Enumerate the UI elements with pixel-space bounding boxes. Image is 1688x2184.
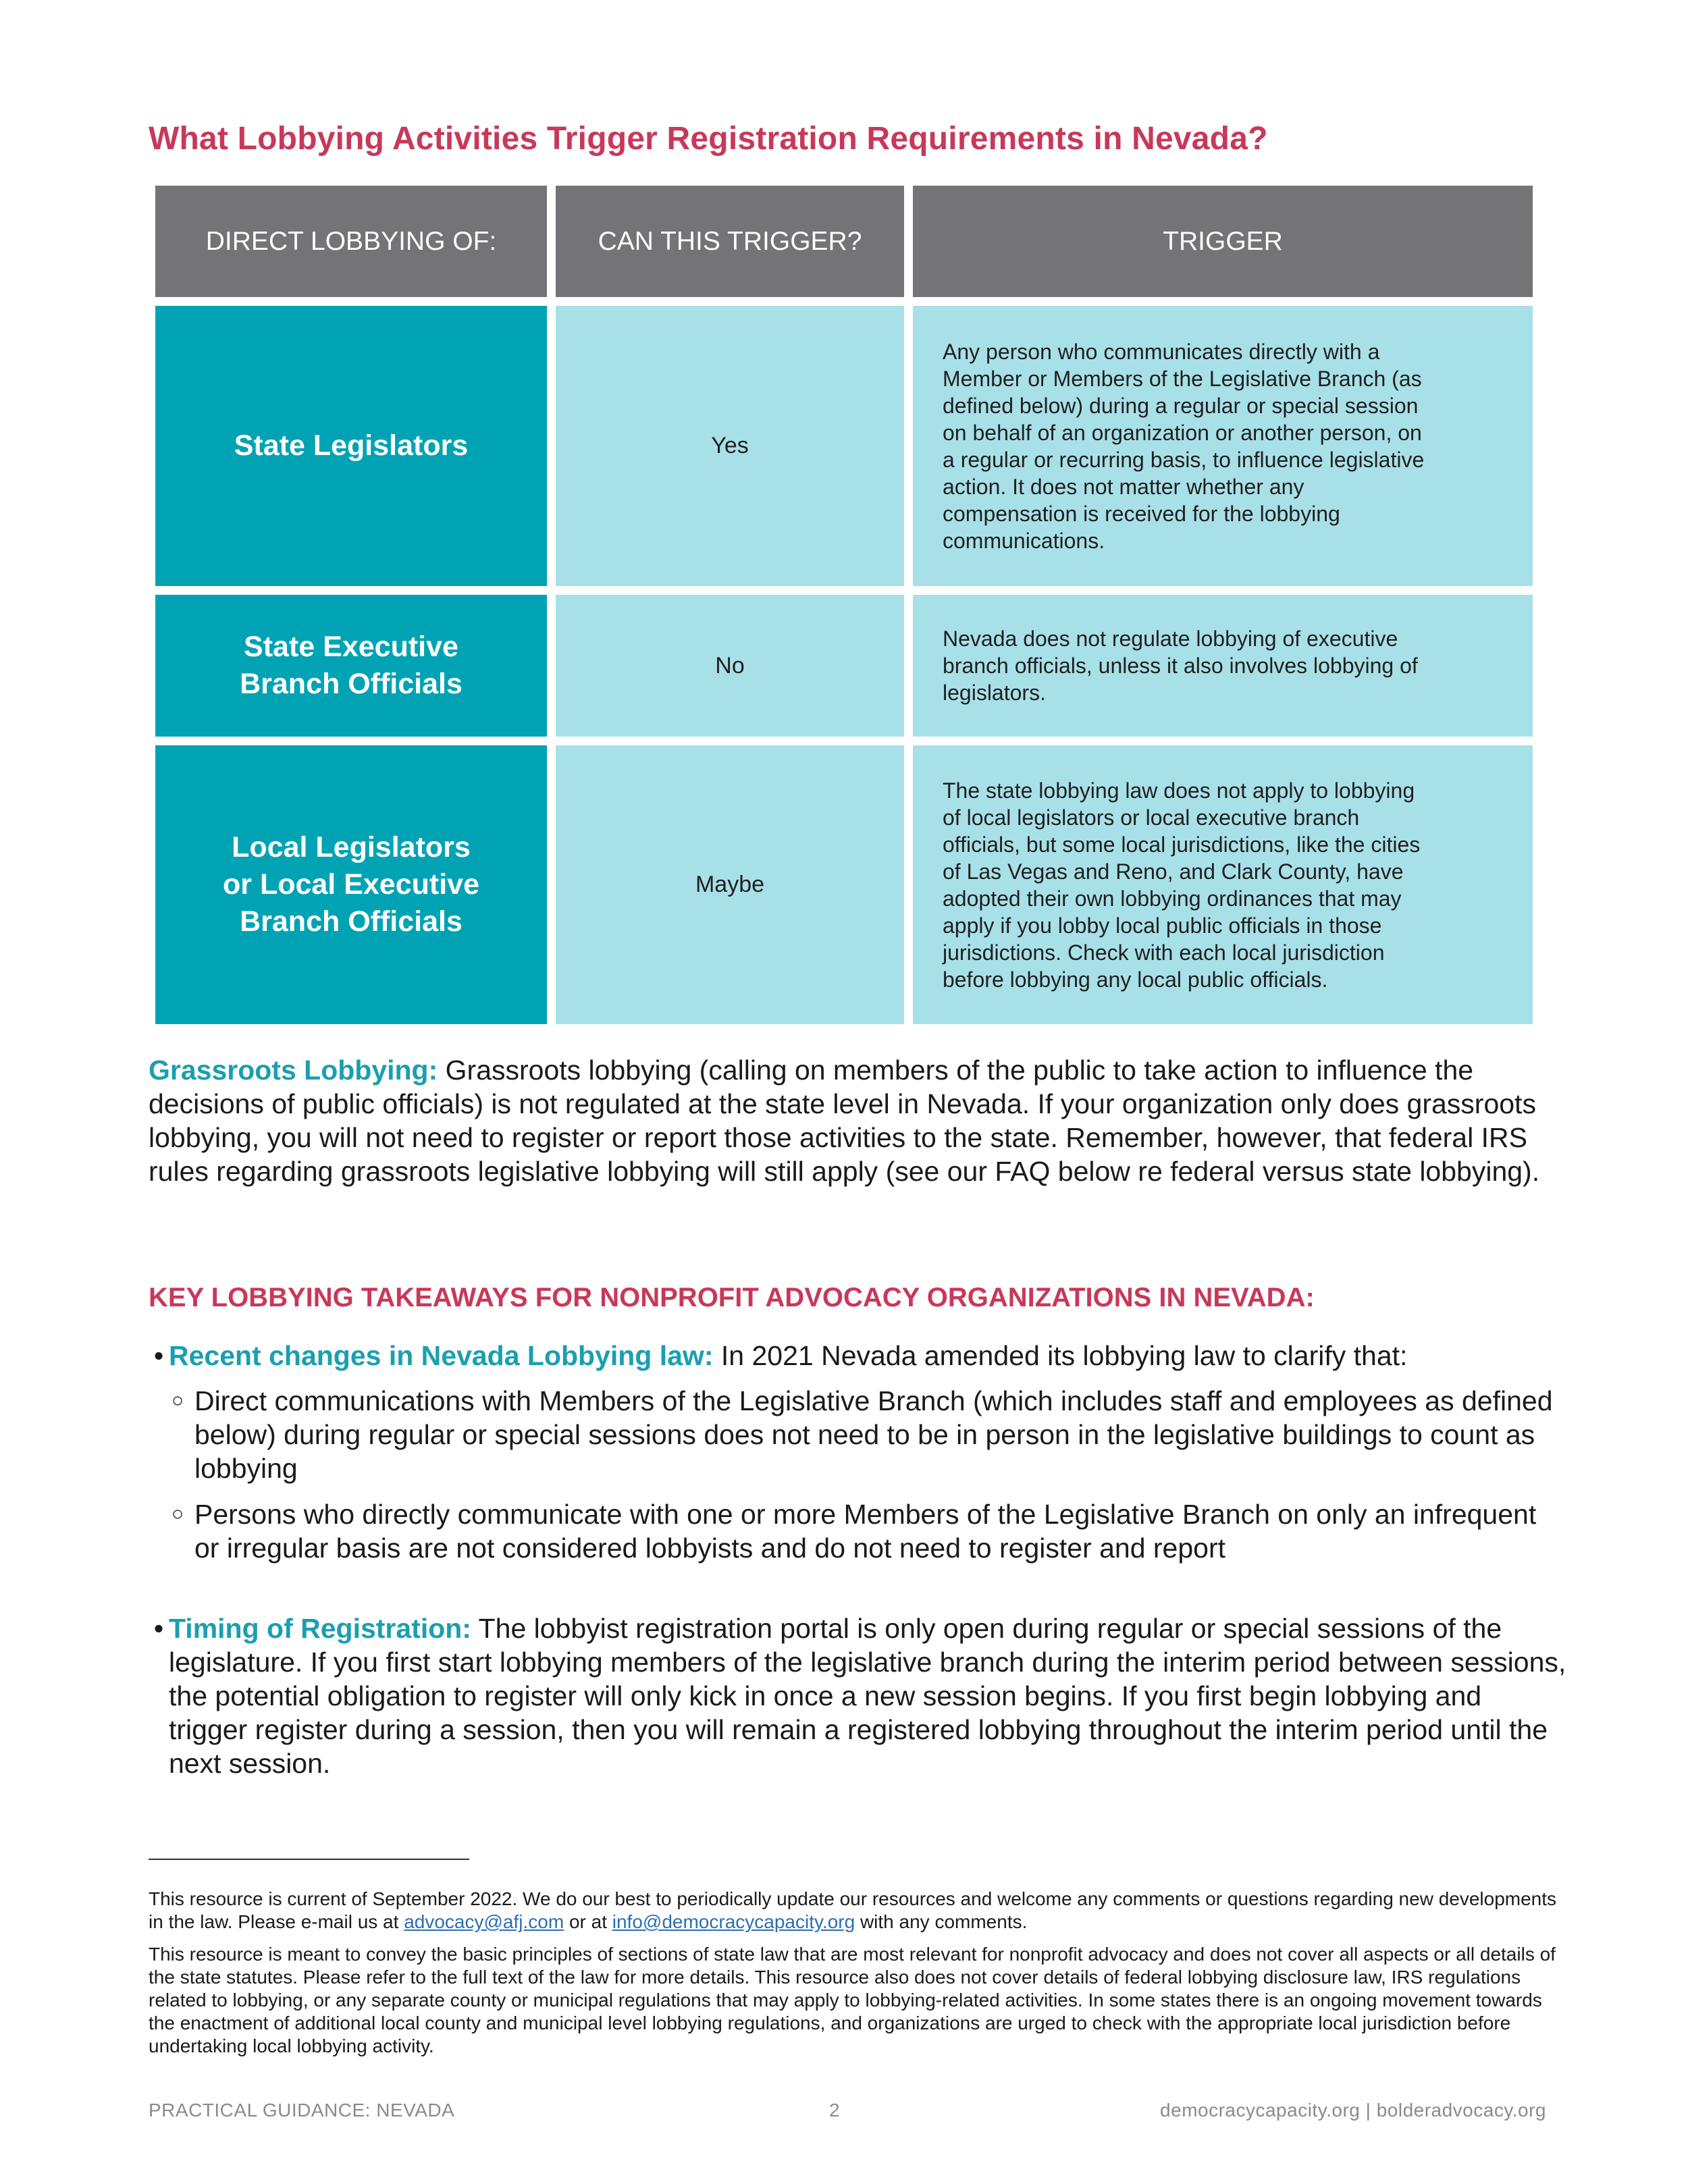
sub-bullet-direct-communications: ○ Direct communications with Members of the Legislative Branch (which includes staff and employees as defined below) during regular or special sessions does not need to be in person in the legislative buildings to count as lobbying (167, 1384, 1558, 1485)
bullet-dot-icon: • (153, 1340, 164, 1371)
grassroots-paragraph (149, 1053, 1553, 1188)
header-trigger: TRIGGER (913, 186, 1533, 297)
footnote-divider (149, 1859, 469, 1860)
bullet-timing-registration: • Timing of Registration: The lobbyist registration portal is only open during regular or special sessions of the legislature. If you first start lobbying members of the legislative branch during the interim period between sessions, the potential obligation to register will only kick in once a new session begins. If you first begin lobbying and trigger register during a session, then you will remain a registered lobbying throughout the interim period until the next session. (149, 1612, 1566, 1780)
page-number: 2 (829, 2100, 841, 2121)
takeaways-heading: KEY LOBBYING TAKEAWAYS FOR NONPROFIT ADVOCACY ORGANIZATIONS IN NEVADA: (149, 1283, 1315, 1312)
bullet-dot-icon: • (153, 1613, 164, 1644)
page-title: What Lobbying Activities Trigger Registration Requirements in Nevada? (149, 121, 1268, 157)
row-trigger-value: Maybe (556, 745, 904, 1024)
row-trigger-value: No (556, 595, 904, 737)
email-link-afj[interactable]: advocacy@afj.com (404, 1911, 564, 1932)
email-link-democracycapacity[interactable]: info@democracycapacity.org (612, 1911, 855, 1932)
grassroots-text: Grassroots lobbying (calling on members of the public to take action to influence the decisions of public officials) is not regulated at the state level in Nevada. If your organization only does grassroots lobbying, you will not need to register or report those activities to the state. Remember, however, that federal IRS rules regarding grassroots legislative lobbying will still apply (see our FAQ below re federal versus state lobbying). (149, 1055, 1540, 1187)
grassroots-label: Grassroots Lobbying: (149, 1055, 438, 1086)
row-trigger-value: Yes (556, 306, 904, 586)
footnote-disclaimer: This resource is meant to convey the basic principles of sections of state law that are most relevant for nonprofit advocacy and does not cover all aspects or all details of the state statutes. Please refer to the full text of the law for more details. This resource also does not cover details of federal lobbying disclosure law, IRS regulations related to lobbying, or any separate county or municipal regulations that may apply to lobbying-related activities. In some states there is an ongoing movement towards the enactment of additional local county and municipal level lobbying regulations, and organizations are urged to check with the appropriate local jurisdiction before undertaking local lobbying activity. (149, 1944, 1556, 2056)
row-target-executive-officials: State Executive Branch Officials (155, 595, 547, 737)
header-can-trigger: CAN THIS TRIGGER? (556, 186, 904, 297)
row-trigger-detail: Any person who communicates directly with a Member or Members of the Legislative Branch (as defined below) during a regular or special session on behalf of an organization or another person, on a regular or recurring basis, to influence legislative action. It does not matter whether any compensation is received for the lobbying communications. (913, 306, 1533, 586)
circle-bullet-icon: ○ (171, 1503, 184, 1525)
footnote-currency: This resource is current of September 2022. We do our best to periodically update our resources and welcome any comments or questions regarding new developments in the law. Please e-mail us at advocacy@afj.com or at info@democracycapacity.org with any comments. (149, 1888, 1557, 1932)
bullet-recent-changes: • Recent changes in Nevada Lobbying law: In 2021 Nevada amended its lobbying law to clarify that: (149, 1339, 1566, 1373)
footer-left: PRACTICAL GUIDANCE: NEVADA (149, 2100, 455, 2121)
row-trigger-detail: Nevada does not regulate lobbying of executive branch officials, unless it also involves lobbying of legislators. (913, 595, 1533, 737)
header-direct-lobbying: DIRECT LOBBYING OF: (155, 186, 547, 297)
sub-bullet-infrequent-persons: ○ Persons who directly communicate with one or more Members of the Legislative Branch on only an infrequent or irregular basis are not considered lobbyists and do not need to register and report (167, 1497, 1558, 1565)
row-target-state-legislators: State Legislators (155, 306, 547, 586)
row-trigger-detail: The state lobbying law does not apply to lobbying of local legislators or local executive branch officials, but some local jurisdictions, like the cities of Las Vegas and Reno, and Clark County, have adopted their own lobbying ordinances that may apply if you lobby local public officials in those jurisdictions. Check with each local jurisdiction before lobbying any local public officials. (913, 745, 1533, 1024)
circle-bullet-icon: ○ (171, 1389, 184, 1412)
footer-right: democracycapacity.org | bolderadvocacy.org (1160, 2100, 1546, 2121)
row-target-local-officials: Local Legislators or Local Executive Branch Officials (155, 745, 547, 1024)
